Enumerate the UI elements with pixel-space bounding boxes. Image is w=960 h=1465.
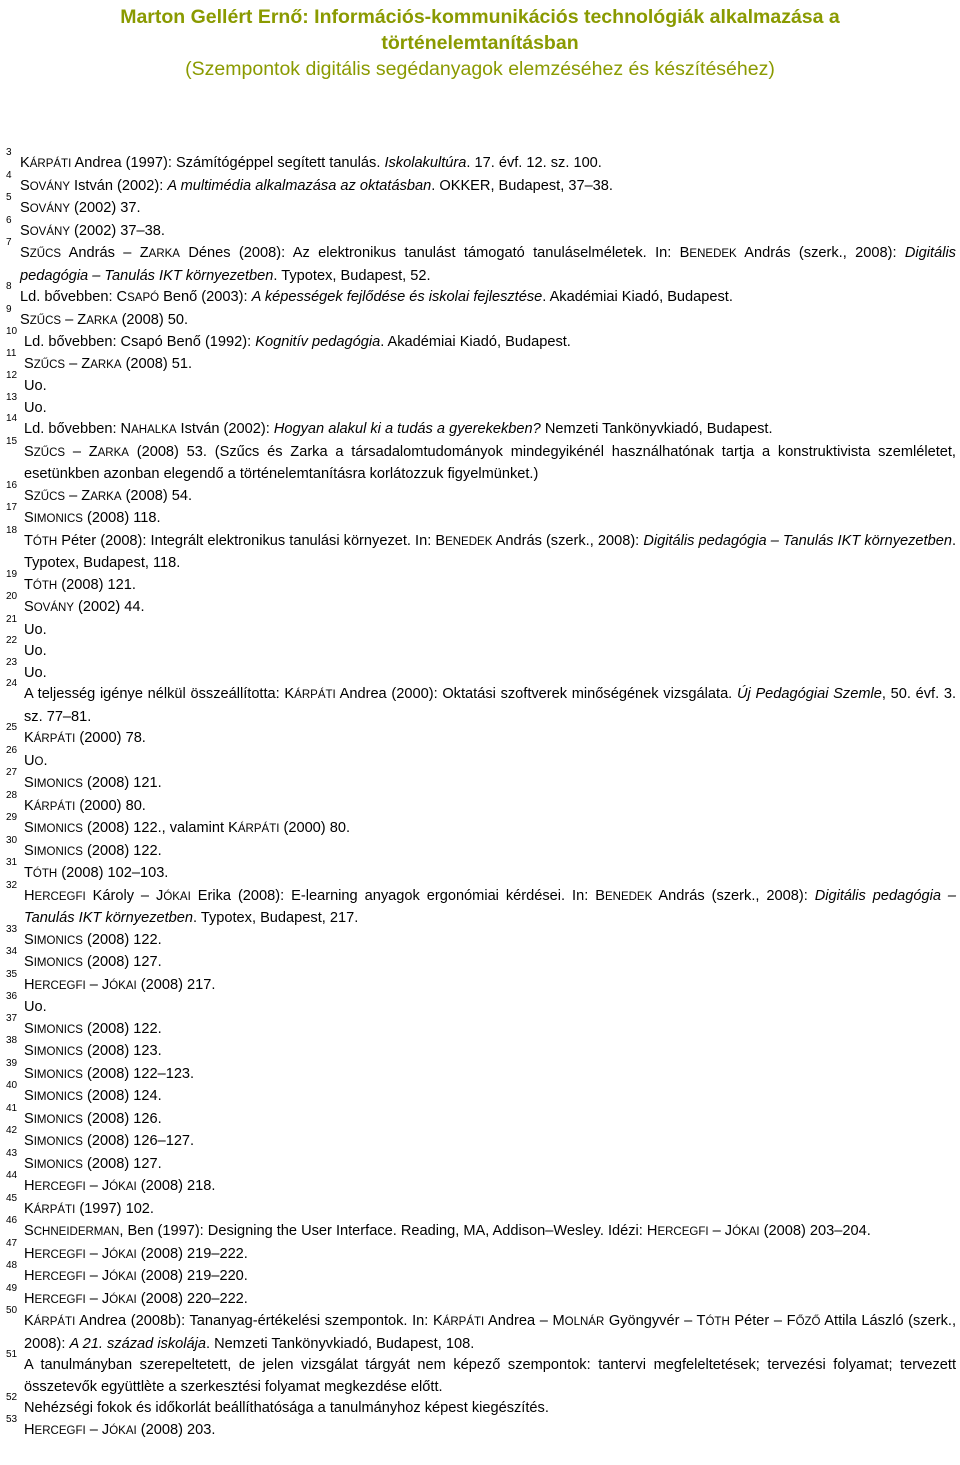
footnote-text: SIMONICS (2008) 122. bbox=[24, 842, 162, 859]
footnote-text: TÓTH Péter (2008): Integrált elektronikus tanulási környezet. In: BENEDEK András (szerk., 2008): Digitális pedagógia – Tanulás IKT környezetben. Typotex, Budapest, 118. bbox=[24, 532, 957, 571]
footnote-number: 32 bbox=[6, 879, 18, 891]
footnote-number: 34 bbox=[6, 946, 18, 957]
footnote-text: Uo. bbox=[24, 999, 47, 1015]
footnote-text: SIMONICS (2008) 123. bbox=[24, 1043, 162, 1059]
footnote-text: HERCEGFI Károly – JÓKAI Erika (2008): E-learning anyagok ergonómiai kérdései. In: BENEDEK András (szerk., 2008): Digitális pedagógia – Tanulás IKT környezetben. Typotex, Budapest, 217. bbox=[24, 887, 957, 926]
footnote-39 bbox=[6, 1057, 956, 1087]
footnote-20 bbox=[6, 591, 956, 620]
footnote-number: 53 bbox=[6, 1413, 18, 1425]
footnote-number: 6 bbox=[6, 214, 12, 226]
footnote-number: 30 bbox=[6, 834, 18, 846]
footnote-number: 12 bbox=[6, 370, 18, 381]
footnote-number: 47 bbox=[6, 1237, 18, 1249]
footnote-text: SZŰCS – ZARKA (2008) 54. bbox=[24, 487, 193, 504]
footnote-31 bbox=[6, 857, 956, 886]
footnote-number: 23 bbox=[6, 656, 18, 668]
footnote-22 bbox=[6, 635, 956, 663]
footnote-number: 4 bbox=[6, 169, 12, 181]
footnote-number: 8 bbox=[6, 281, 12, 292]
footnote-text: UO. bbox=[24, 752, 48, 769]
footnote-text: SIMONICS (2008) 122–123. bbox=[24, 1065, 195, 1082]
footnote-text: KÁRPÁTI (2000) 80. bbox=[24, 797, 146, 814]
footnote-text: Uo. bbox=[24, 621, 47, 638]
footnote-text: KÁRPÁTI (2000) 78. bbox=[24, 730, 146, 746]
footnote-number: 35 bbox=[6, 968, 18, 980]
footnote-number: 14 bbox=[6, 413, 18, 424]
footnote-text: SZŰCS – ZARKA (2008) 50. bbox=[20, 311, 189, 328]
footnote-text: Uo. bbox=[24, 378, 47, 394]
footnote-number: 44 bbox=[6, 1170, 18, 1181]
footnote-number: 27 bbox=[6, 767, 18, 778]
footnote-12 bbox=[6, 370, 956, 398]
document-header bbox=[0, 4, 960, 82]
footnote-number: 41 bbox=[6, 1102, 18, 1114]
footnote-text: Uo. bbox=[24, 399, 47, 416]
footnote-number: 25 bbox=[6, 722, 18, 733]
footnote-number: 28 bbox=[6, 789, 18, 801]
footnote-number: 29 bbox=[6, 812, 18, 823]
footnote-13 bbox=[6, 391, 956, 420]
footnote-14 bbox=[6, 413, 956, 442]
footnote-text: SZŰCS András – ZARKA Dénes (2008): Az elektronikus tanulást támogató tanuláselméletek. In: BENEDEK András (szerk., 2008): Digitális pedagógia – Tanulás IKT környezetben. Typotex, Budapest, 52. bbox=[20, 245, 956, 284]
footnote-37 bbox=[6, 1012, 956, 1042]
footnote-number: 18 bbox=[6, 524, 18, 536]
footnote-number: 42 bbox=[6, 1125, 18, 1136]
footnote-text: KÁRPÁTI (1997) 102. bbox=[24, 1200, 154, 1217]
footnote-11 bbox=[6, 347, 956, 377]
header-title-line2: történelemtanításban bbox=[381, 32, 579, 54]
footnotes-list bbox=[6, 147, 957, 1442]
footnote-number: 50 bbox=[6, 1305, 18, 1316]
footnote-50 bbox=[6, 1305, 957, 1355]
footnote-text: SIMONICS (2008) 127. bbox=[24, 1155, 162, 1172]
footnote-36 bbox=[6, 991, 956, 1019]
footnote-text: TÓTH (2008) 102–103. bbox=[24, 865, 169, 881]
footnote-33 bbox=[6, 923, 956, 953]
footnote-8 bbox=[6, 281, 956, 310]
footnote-16 bbox=[6, 479, 956, 509]
footnote-text: SIMONICS (2008) 121. bbox=[24, 775, 162, 791]
footnote-17 bbox=[6, 502, 956, 531]
footnote-number: 5 bbox=[6, 192, 12, 203]
footnote-number: 45 bbox=[6, 1192, 18, 1204]
footnote-35 bbox=[6, 968, 956, 998]
footnote-26 bbox=[6, 744, 956, 774]
footnote-number: 9 bbox=[6, 303, 12, 315]
footnote-48 bbox=[6, 1260, 956, 1289]
footnote-text: SOVÁNY (2002) 37. bbox=[20, 200, 141, 216]
footnote-46 bbox=[6, 1215, 956, 1244]
footnote-5 bbox=[6, 192, 956, 221]
footnote-text: SCHNEIDERMAN, Ben (1997): Designing the User Interface. Reading, MA, Addison–Wesley. Idézi: HERCEGFI – JÓKAI (2008) 203–204. bbox=[24, 1223, 871, 1239]
footnote-text: SOVÁNY (2002) 37–38. bbox=[20, 222, 165, 239]
footnote-text: SIMONICS (2008) 126–127. bbox=[24, 1133, 195, 1149]
footnote-number: 33 bbox=[6, 923, 18, 935]
footnote-34 bbox=[6, 946, 956, 975]
footnote-text: KÁRPÁTI Andrea (1997): Számítógéppel segített tanulás. Iskolakultúra. 17. évf. 12. sz. 100. bbox=[20, 155, 602, 171]
footnote-43 bbox=[6, 1147, 956, 1177]
footnote-text: SIMONICS (2008) 122., valamint KÁRPÁTI (2000) 80. bbox=[24, 820, 351, 836]
footnote-text: KÁRPÁTI Andrea (2008b): Tananyag-értékelési szempontok. In: KÁRPÁTI Andrea – MOLNÁR Gyöngyvér – TÓTH Péter – FŐZŐ Attila László (szerk., 2008): A 21. század iskolája. Nemzeti Tankönyvkiadó, Budapest, 108. bbox=[24, 1313, 957, 1352]
footnote-text: A tanulmányban szerepeltetett, de jelen vizsgálat tárgyát nem képező szempontok: tantervi megfeleltetések; tervezési folyamat; tervezett összetevők együttlète a szerkesztési folyamat megkezdése előtt. bbox=[24, 1357, 956, 1395]
footnote-text: Ld. bővebben: NAHALKA István (2002): Hogyan alakul ki a tudás a gyerekekben? Nemzeti Tankönyvkiadó, Budapest. bbox=[24, 421, 773, 437]
footnote-10 bbox=[6, 326, 956, 354]
footnote-number: 7 bbox=[6, 237, 12, 248]
footnote-text: TÓTH (2008) 121. bbox=[24, 576, 136, 593]
footnote-number: 11 bbox=[6, 347, 17, 359]
footnote-27 bbox=[6, 767, 956, 796]
footnote-text: HERCEGFI – JÓKAI (2008) 218. bbox=[24, 1178, 216, 1194]
footnote-25 bbox=[6, 722, 956, 751]
footnote-text: HERCEGFI – JÓKAI (2008) 220–222. bbox=[24, 1290, 248, 1307]
footnote-text: SZŰCS – ZARKA (2008) 51. bbox=[24, 355, 193, 372]
footnote-9 bbox=[6, 303, 956, 333]
footnote-text: HERCEGFI – JÓKAI (2008) 217. bbox=[24, 976, 216, 993]
footnote-24 bbox=[6, 678, 956, 728]
footnote-number: 38 bbox=[6, 1035, 18, 1046]
footnote-number: 26 bbox=[6, 744, 18, 756]
footnote-40 bbox=[6, 1080, 956, 1109]
footnote-number: 16 bbox=[6, 479, 18, 491]
footnote-3 bbox=[6, 147, 956, 176]
footnote-23 bbox=[6, 656, 956, 685]
footnote-text: HERCEGFI – JÓKAI (2008) 219–222. bbox=[24, 1245, 248, 1262]
footnote-text: Ld. bővebben: Csapó Benő (1992): Kognitív pedagógia. Akadémiai Kiadó, Budapest. bbox=[24, 334, 571, 350]
footnote-text: SOVÁNY (2002) 44. bbox=[24, 599, 145, 615]
footnote-number: 49 bbox=[6, 1282, 18, 1294]
footnote-text: SIMONICS (2008) 122. bbox=[24, 931, 162, 948]
footnote-text: SIMONICS (2008) 122. bbox=[24, 1020, 162, 1037]
footnote-number: 15 bbox=[6, 435, 18, 447]
footnote-text: Nehézségi fokok és időkorlát beállíthatósága a tanulmányhoz képest kiegészítés. bbox=[24, 1400, 549, 1416]
footnote-number: 3 bbox=[6, 147, 12, 158]
footnote-number: 19 bbox=[6, 568, 18, 580]
header-title-line1: Marton Gellért Ernő: Információs-kommunikációs technológiák alkalmazása a bbox=[120, 6, 840, 28]
footnote-text: Uo. bbox=[24, 643, 47, 659]
footnote-number: 10 bbox=[6, 326, 18, 337]
footnote-number: 36 bbox=[6, 991, 18, 1002]
footnote-number: 48 bbox=[6, 1260, 18, 1271]
footnote-number: 17 bbox=[6, 502, 18, 513]
footnote-47 bbox=[6, 1237, 956, 1267]
footnote-number: 43 bbox=[6, 1147, 18, 1159]
footnote-42 bbox=[6, 1125, 956, 1154]
footnote-number: 39 bbox=[6, 1057, 18, 1069]
footnote-number: 22 bbox=[6, 635, 18, 646]
footnote-text: SIMONICS (2008) 118. bbox=[24, 510, 161, 526]
footnote-number: 40 bbox=[6, 1080, 18, 1091]
footnote-38 bbox=[6, 1035, 956, 1064]
footnote-21 bbox=[6, 613, 956, 642]
footnote-text: A teljesség igénye nélkül összeállította: KÁRPÁTI Andrea (2000): Oktatási szoftverek minőségének vizsgálata. Új Pedagógiai Szemle, 50. évf. 3. sz. 77–81. bbox=[24, 686, 956, 725]
footnote-30 bbox=[6, 834, 956, 864]
footnote-text: SIMONICS (2008) 126. bbox=[24, 1110, 162, 1127]
footnote-number: 13 bbox=[6, 391, 18, 403]
footnote-number: 20 bbox=[6, 591, 18, 602]
footnote-number: 46 bbox=[6, 1215, 18, 1226]
footnote-number: 24 bbox=[6, 678, 18, 689]
footnote-7 bbox=[6, 237, 956, 287]
footnote-28 bbox=[6, 789, 956, 819]
footnote-number: 31 bbox=[6, 857, 18, 868]
footnote-49 bbox=[6, 1282, 956, 1312]
footnote-text: SZŰCS – ZARKA (2008) 53. (Szűcs és Zarka a társadalomtudományok mindegyikénél használhatónak tartja a konstruktivista szemléletet, esetünkben azonban elegendő a történelemtanításra korlátozzuk figyelmünket.) bbox=[24, 443, 956, 482]
footnote-text: HERCEGFI – JÓKAI (2008) 203. bbox=[24, 1421, 216, 1438]
footnote-text: Uo. bbox=[24, 664, 47, 681]
footnote-32 bbox=[6, 879, 957, 930]
footnote-45 bbox=[6, 1192, 956, 1222]
footnote-number: 37 bbox=[6, 1012, 18, 1024]
footnote-15 bbox=[6, 435, 956, 486]
footnote-text: SOVÁNY István (2002): A multimédia alkalmazása az oktatásban. OKKER, Budapest, 37–38. bbox=[20, 177, 613, 194]
footnote-number: 52 bbox=[6, 1392, 18, 1403]
footnote-text: SIMONICS (2008) 127. bbox=[24, 954, 162, 970]
footnote-53 bbox=[6, 1413, 956, 1443]
footnote-text: HERCEGFI – JÓKAI (2008) 219–220. bbox=[24, 1268, 248, 1284]
footnote-41 bbox=[6, 1102, 956, 1132]
footnote-52 bbox=[6, 1392, 956, 1420]
footnote-51 bbox=[6, 1349, 956, 1398]
footnote-text: Ld. bővebben: CSAPÓ Benő (2003): A képességek fejlődése és iskolai fejlesztése. Akadémiai Kiadó, Budapest. bbox=[20, 289, 733, 305]
footnote-4 bbox=[6, 169, 956, 199]
footnote-number: 21 bbox=[6, 613, 18, 625]
footnote-text: SIMONICS (2008) 124. bbox=[24, 1088, 162, 1104]
header-subtitle: (Szempontok digitális segédanyagok elemzéséhez és készítéséhez) bbox=[185, 58, 775, 80]
footnote-19 bbox=[6, 568, 956, 598]
footnote-6 bbox=[6, 214, 956, 244]
footnote-number: 51 bbox=[6, 1349, 18, 1360]
footnote-29 bbox=[6, 812, 956, 841]
footnote-44 bbox=[6, 1170, 956, 1199]
footnote-18 bbox=[6, 524, 957, 575]
